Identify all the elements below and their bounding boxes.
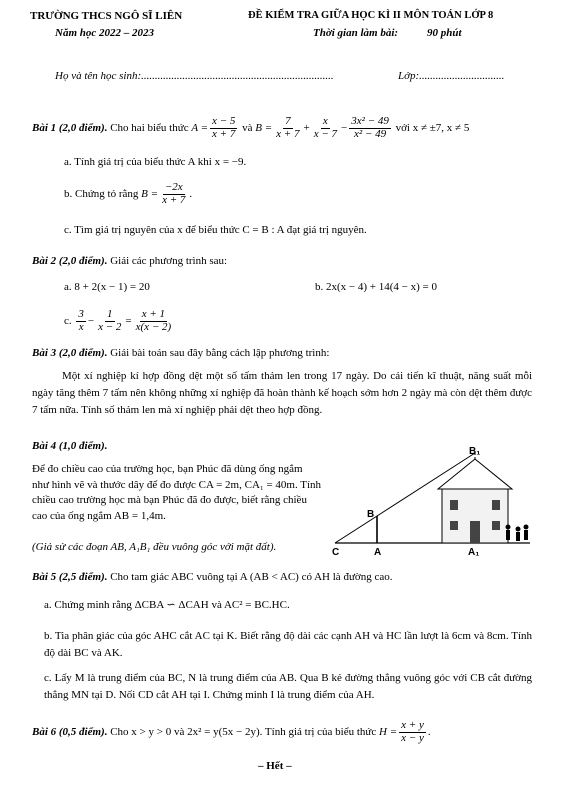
bai2-title: Bài 2 (2,0 điểm). (32, 255, 108, 267)
bai1-part-b (64, 178, 192, 210)
minus-sign: − (341, 122, 348, 134)
equals-sign: = (125, 315, 132, 327)
bai6-dot: . (427, 726, 431, 738)
bai1-intro: Cho hai biểu thức (110, 122, 189, 134)
H-lhs: H = (379, 726, 398, 738)
school-year: Năm học 2022 – 2023 (55, 27, 154, 39)
bai3-text: Một xí nghiệp kí hợp đồng dệt một số tấm thảm len trong 17 ngày. Do cải tiến kĩ thuật, năng suất mỗi ngày tăng thêm 7 tấm nên không những xí nghiệp đã hoàn thành kế hoạch sớm hơn 2 ngày mà còn dệt thêm được 7 tấm nữa. Tính số thảm len mà xí nghiệp phải dệt theo hợp đồng. (32, 370, 532, 416)
student-name-field: Họ và tên học sinh:...................................................................... (55, 70, 334, 82)
B-term2: $\frac{x}{x - 7}$ (313, 114, 337, 140)
bai1-b-dot: . (189, 188, 193, 200)
bai2-c-term1: $\frac{3}{x}$ (78, 307, 84, 333)
A-lhs: A = (191, 122, 209, 134)
time-label: Thời gian làm bài: (313, 27, 399, 39)
bai5-part-a: a. Chứng minh rằng ΔCBA ∽ ΔCAH và AC² = BC.HC. (44, 599, 290, 611)
label-A1: A₁ (468, 547, 480, 558)
end-marker: – Hết – (258, 760, 292, 772)
label-A: A (374, 547, 382, 558)
label-C: C (332, 547, 340, 558)
label-B1: B₁ (469, 446, 481, 457)
bai2-part-a: a. 8 + 2(x − 1) = 20 (64, 281, 150, 293)
bai2-c-label: c. (64, 315, 72, 327)
bai2-intro: Giải các phương trình sau: (110, 255, 228, 267)
bai2-c-term3: $\frac{x + 1}{x(x - 2)}$ (135, 307, 172, 333)
bai5-intro: Cho tam giác ABC vuông tại A (AB < AC) có AH là đường cao. (110, 571, 393, 583)
bai2-statement (32, 255, 227, 267)
bai1-part-a: a. Tính giá trị của biểu thức A khi x = −9. (64, 156, 247, 168)
bai4-note: (Giả sử các đoạn AB, A₁B₁ đều vuông góc với mặt đất). (32, 541, 277, 553)
bai4-title: Bài 4 (1,0 điểm). (32, 440, 108, 452)
exam-title: ĐỀ KIỂM TRA GIỮA HỌC KÌ II MÔN TOÁN LỚP 8 (248, 10, 494, 21)
bai3-intro: Giải bài toán sau đây bằng cách lập phương trình: (110, 347, 330, 359)
bai5-part-b: b. Tia phân giác của góc AHC cắt AC tại K. Biết rằng độ dài các cạnh AH và HC lần lượt là 6cm và 8cm. Tính độ dài BC và AK. (44, 630, 532, 659)
bai2-part-b: b. 2x(x − 4) + 14(4 − x) = 0 (315, 281, 437, 293)
bai6-text: Cho x > y > 0 và 2x² = y(5x − 2y). Tính giá trị của biểu thức (110, 726, 377, 738)
bai1-title: Bài 1 (2,0 điểm). (32, 122, 108, 134)
time-value: 90 phút (427, 27, 462, 39)
bai3-statement (32, 347, 329, 359)
bai5-part-c: c. Lấy M là trung điểm của BC, N là trung điểm của AB. Qua B kẻ đường thẳng vuông góc với CB cắt đường thẳng MN tại D. Nối CD cắt AH tại I. Chứng minh I là trung điểm của AH. (44, 672, 532, 701)
B-lhs: B = (255, 122, 273, 134)
bai4-figure (330, 445, 535, 560)
school-building-icon (438, 459, 512, 543)
student-class-field: Lớp:............................... (398, 70, 505, 82)
bai1-statement (32, 110, 469, 146)
and-word: và (242, 122, 253, 134)
B-term1: $\frac{7}{x + 7}$ (276, 114, 300, 140)
B-term3: $\frac{\text{3x² − 49}}{\text{x² − 49}}$ (351, 114, 389, 140)
bai5-title: Bài 5 (2,5 điểm). (32, 571, 108, 583)
school-name: TRƯỜNG THCS NGÔ SĨ LIÊN (30, 10, 183, 22)
plus-sign: + (303, 122, 310, 134)
A-fraction: $\frac{x - 5}{x + 7}$ (212, 114, 236, 140)
bai3-title: Bài 3 (2,0 điểm). (32, 347, 108, 359)
minus-sign: − (87, 315, 95, 327)
students-icon (506, 525, 529, 542)
bai5-statement (32, 571, 393, 583)
bai1-part-c: c. Tìm giá trị nguyên của x để biểu thức C = B : A đạt giá trị nguyên. (64, 224, 367, 236)
bai1-condition: với x ≠ ±7, x ≠ 5 (395, 122, 470, 134)
bai4-text: Để đo chiều cao của trường học, bạn Phúc đã dùng ống ngắm như hình vẽ và thước dây để đo được CA = 2m, CA₁ = 40m. Tính chiều cao trường học mà bạn Phúc đã đo được, biết rằng chiều cao của ống ngắm AB = 1,4m. (32, 463, 322, 522)
bai1-b-lhs: B = (141, 188, 159, 200)
bai1-b-fraction: $\frac{-2x}{x + 7}$ (162, 180, 186, 206)
bai2-c-term2: $\frac{1}{x - 2}$ (98, 307, 122, 333)
bai6-statement (32, 714, 431, 750)
bai6-title: Bài 6 (0,5 điểm). (32, 726, 108, 738)
bai2-part-c (64, 304, 175, 338)
bai1-b-text: b. Chứng tỏ rằng (64, 188, 139, 200)
label-B: B (367, 509, 375, 520)
H-fraction: $\frac{x + y}{x - y}$ (401, 718, 424, 744)
